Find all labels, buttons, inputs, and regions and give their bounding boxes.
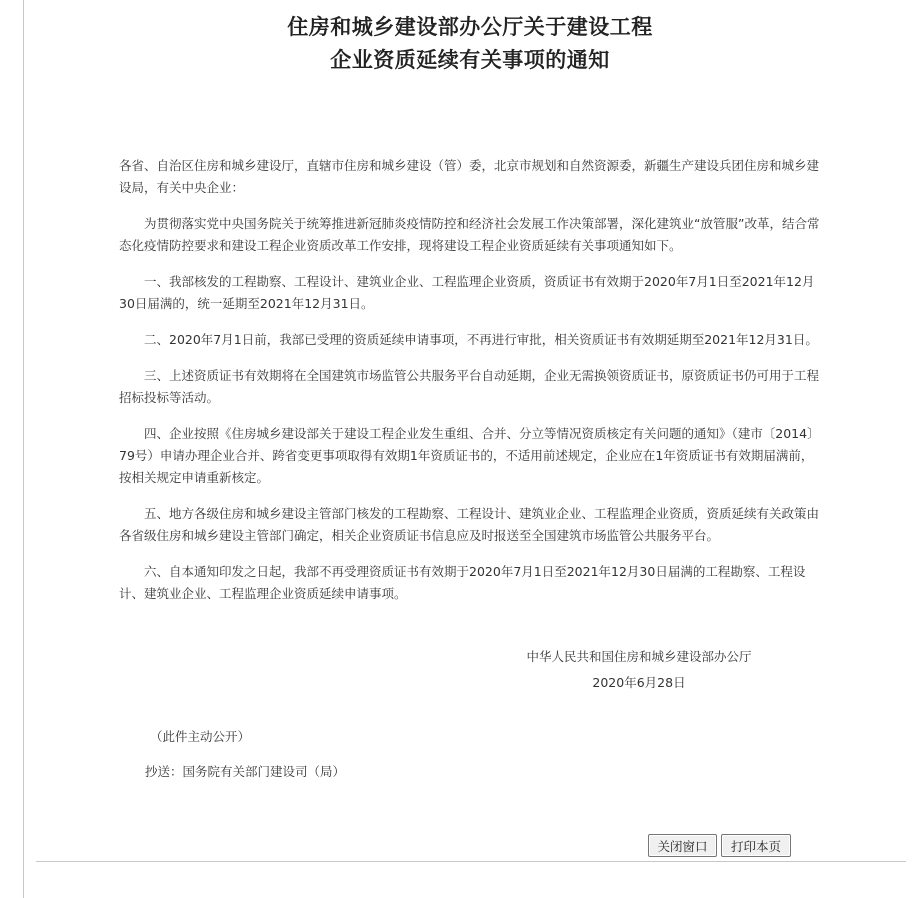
- item-3-paragraph: 三、上述资质证书有效期将在全国建筑市场监管公共服务平台自动延期，企业无需换领资质证书，原资质证书仍可用于工程招标投标等活动。: [119, 368, 820, 405]
- item-4-paragraph: 四、企业按照《住房城乡建设部关于建设工程企业发生重组、合并、分立等情况资质核定有关问题的通知》（建市〔2014〕79号）申请办理企业合并、跨省变更事项取得有效期1年资质证书的，不适用前述规定，企业应在1年资质证书有效期届满前，按相关规定申请重新核定。: [119, 426, 820, 485]
- item-1-paragraph: 一、我部核发的工程勘察、工程设计、建筑业企业、工程监理企业资质，资质证书有效期于2020年7月1日至2021年12月30日届满的，统一延期至2021年12月31日。: [119, 274, 815, 311]
- addressee-paragraph: 各省、自治区住房和城乡建设厅，直辖市住房和城乡建设（管）委，北京市规划和自然资源委，新疆生产建设兵团住房和城乡建设局，有关中央企业：: [119, 158, 820, 195]
- item-6-paragraph: 六、自本通知印发之日起，我部不再受理资质证书有效期于2020年7月1日至2021年12月30日届满的工程勘察、工程设计、建筑业企业、工程监理企业资质延续申请事项。: [119, 564, 806, 601]
- print-page-button[interactable]: 打印本页: [721, 834, 791, 857]
- document-title-line-2: 企业资质延续有关事项的通知: [330, 48, 610, 72]
- signature-block: [0, 646, 915, 694]
- cc-note: 抄送：国务院有关部门建设司（局）: [145, 764, 346, 779]
- item-5-paragraph: 五、地方各级住房和城乡建设主管部门核发的工程勘察、工程设计、建筑业企业、工程监理企业资质，资质延续有关政策由各省级住房和城乡建设主管部门确定，相关企业资质证书信息应及时报送至全国建筑市场监管公共服务平台。: [119, 506, 820, 543]
- intro-paragraph: 为贯彻落实党中央国务院关于统筹推进新冠肺炎疫情防控和经济社会发展工作决策部署，深化建筑业“放管服”改革，结合常态化疫情防控要求和建设工程企业资质改革工作安排，现将建设工程企业资质延续有关事项通知如下。: [119, 216, 820, 253]
- document-body: [119, 155, 822, 619]
- issue-date: 2020年6月28日: [592, 675, 686, 690]
- bottom-divider: [36, 861, 906, 862]
- document-title-line-1: 住房和城乡建设部办公厅关于建设工程: [287, 15, 653, 39]
- item-2-paragraph: 二、2020年7月1日前，我部已受理的资质延续申请事项，不再进行审批，相关资质证书有效期延期至2021年12月31日。: [144, 332, 818, 347]
- left-border-line: [23, 0, 24, 898]
- close-window-button[interactable]: 关闭窗口: [648, 834, 717, 857]
- public-disclosure-note: （此件主动公开）: [150, 729, 251, 744]
- issuer-name: 中华人民共和国住房和城乡建设部办公厅: [526, 649, 752, 664]
